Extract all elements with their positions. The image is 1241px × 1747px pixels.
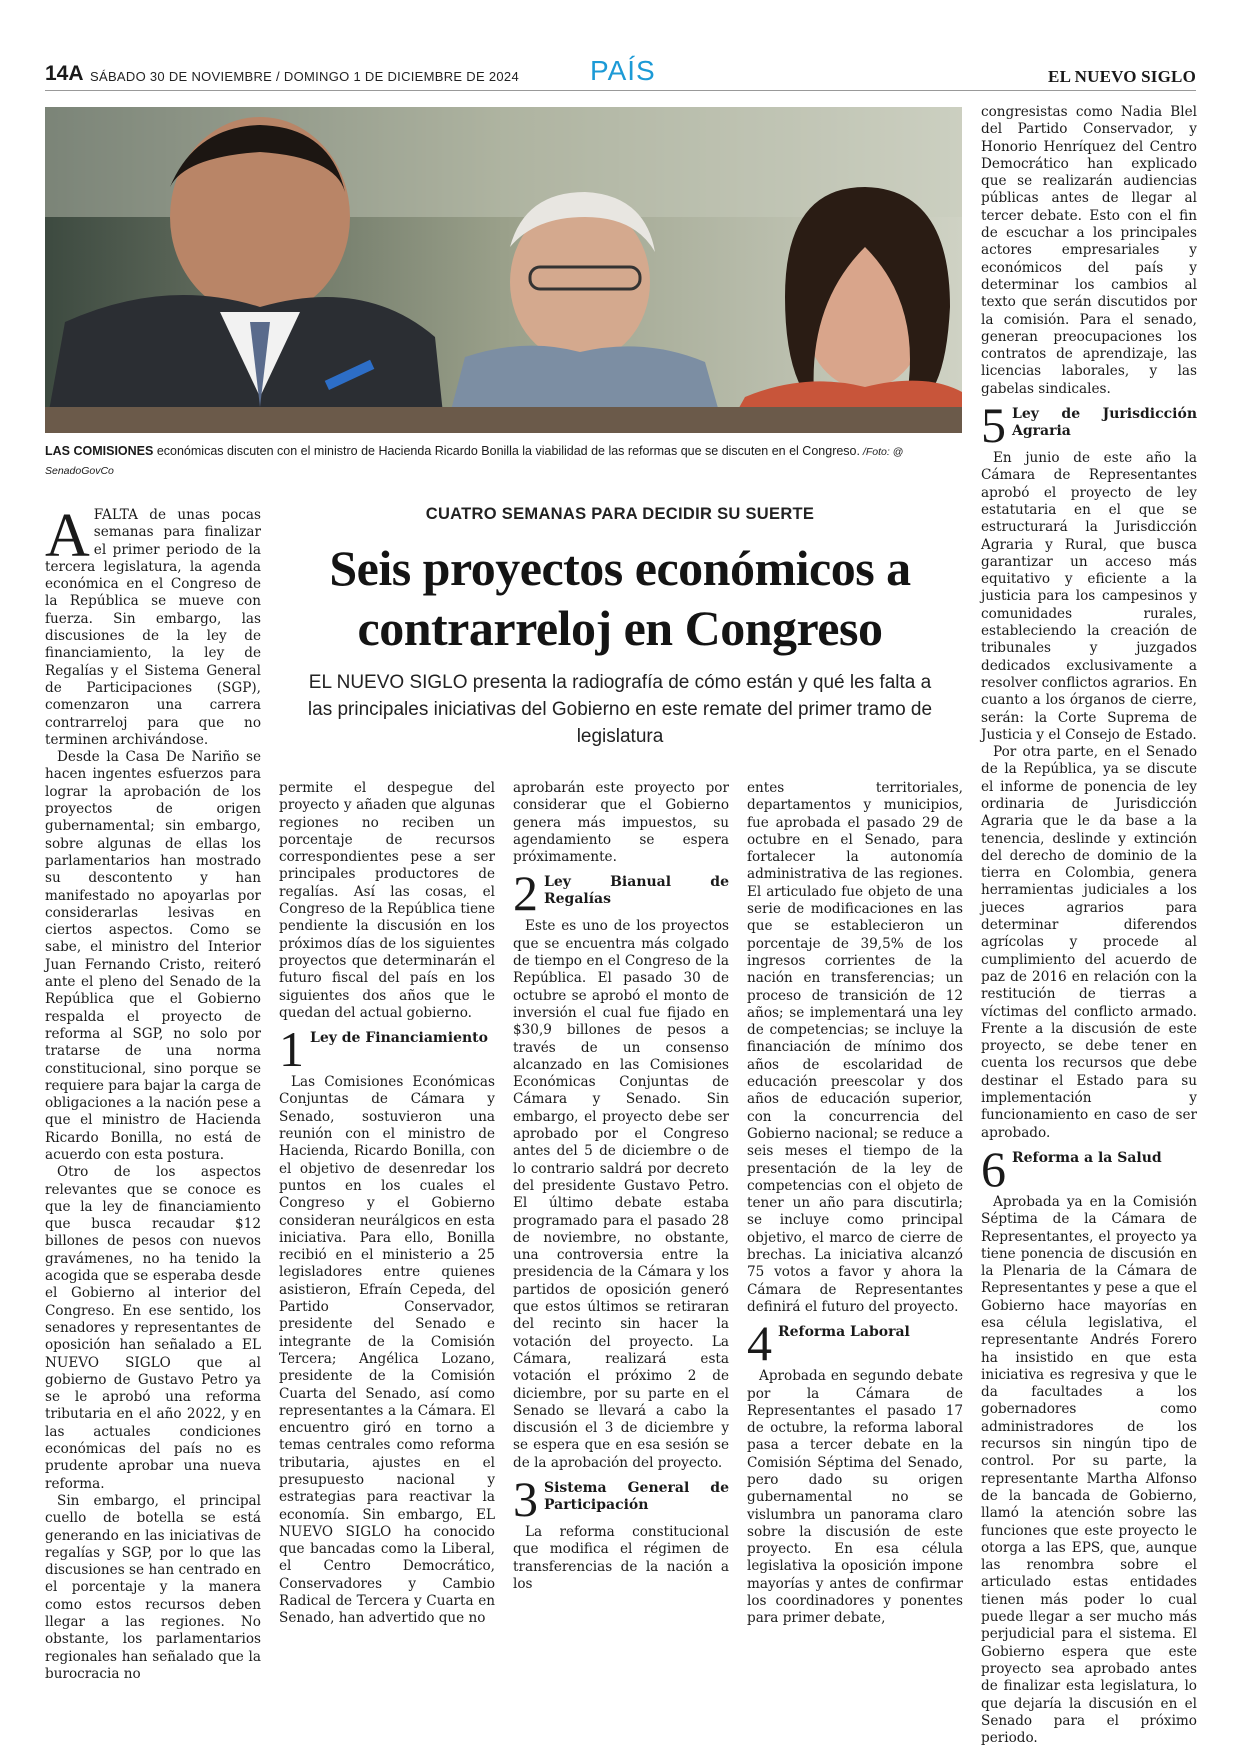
section-continuation: aprobarán este proyecto por considerar que el Gobierno genera más impuestos, su agendamiento se espera próximamente. (513, 780, 729, 866)
article-kicker: CUATRO SEMANAS PARA DECIDIR SU SUERTE (425, 505, 815, 523)
section-title: Ley Bianual de Regalías (544, 874, 729, 908)
column-3 (513, 780, 729, 1593)
section-text: La reforma constitucional que modifica el régimen de transferencias de la nación a los (513, 1523, 729, 1592)
photo-caption (45, 442, 962, 480)
section-number: 1 (279, 1028, 304, 1071)
caption-text: económicas discuten con el ministro de Hacienda Ricardo Bonilla la viabilidad de las reformas que se discuten en el Congreso. (153, 444, 860, 458)
intro-continuation: permite el despegue del proyecto y añaden que algunas regiones no reciben un porcentaje de recursos correspondientes pese a ser principales productores de regalías. Así las cosas, el Congreso de la República tiene pendiente la discusión en los próximos días de los siguientes proyectos que determinarán el futuro fiscal del país en los siguientes dos años que le quedan del actual gobierno. (279, 780, 495, 1021)
caption-credit: /Foto: @ SenadoGovCo (45, 446, 904, 477)
column-2 (279, 780, 495, 1628)
section-continuation: entes territoriales, departamentos y municipios, fue aprobada el pasado 29 de octubre en el Senado, para fortalecer la autonomía administrativa de las regiones. El articulado fue objeto de una serie de modificaciones en las que se establecieron un porcentaje de 39,5% de los ingresos corrientes de la nación en transferencias; un proceso de transición de 12 años; se implementará una ley de competencias; se incluye la financiación de mínimo dos años de escolaridad de educación preescolar y dos años de educación superior, con la concurrencia del Gobierno nacional; se reduce a seis meses el tiempo de la presentación de la ley de competencias con el objeto de tener un año para discutirla; se incluye como principal objetivo, el marco de cierre de brechas. La iniciativa alcanzó 75 votos a favor y ahora la Cámara de Representantes definirá el futuro del proyecto. (747, 780, 963, 1315)
section-text: Aprobada ya en la Comisión Séptima de la Cámara de Representantes, el proyecto ya tiene ponencia de discusión en la Plenaria de la Cámara de Representantes y pese a que el Gobierno hace mayorías en esa célula legislativa, el representante Andrés Forero ha insistido en que esta iniciativa es regresiva y que le da facultades a los gobernadores como administradores de los recursos sin ningún tipo de control. Por su parte, la representante Martha Alfonso de la bancada de Gobierno, llamó la atención sobre las funciones que este proyecto le otorga a las EPS, que, aunque las renombra sobre el articulado estas entidades tienen más poder lo cual puede llegar a ser mucho más perjudicial para el sistema. El Gobierno espera que este proyecto sea aprobado antes de finalizar esta legislatura, lo que dejaría la discusión en el Senado para el próximo periodo. (981, 1193, 1197, 1747)
column-4 (747, 780, 963, 1628)
section-title: Ley de Financiamiento (310, 1030, 488, 1047)
section-text: Este es uno de los proyectos que se encuentra más colgado de tiempo en el Congreso de la República. El pasado 30 de octubre se aprobó el monto de inversión el cual fue fijado en $30,9 billones de pesos a través de un consenso alcanzado en las Comisiones Económicas Conjuntas de Cámara y Senado. Sin embargo, el proyecto debe ser aprobado por el Congreso antes del 5 de diciembre o de lo contrario saldrá por decreto del presidente Gustavo Petro. El último debate estaba programado para el pasado 28 de noviembre, no obstante, una controversia entre la presidencia de la Cámara y los partidos de oposición generó que estos últimos se retiraran del recinto sin hacer la votación del proyecto. La Cámara, realizará esta votación el próximo 2 de diciembre, por su parte en el Senado se llevará a cabo la discusión el 3 de diciembre y se espera que en esa sesión se de la aprobación del proyecto. (513, 918, 729, 1471)
section-heading (747, 1322, 963, 1364)
article-headline: Seis proyectos económicos a contrarreloj en Congreso (329, 540, 911, 656)
section-heading (513, 872, 729, 914)
section-text: Por otra parte, en el Senado de la República, ya se discute el informe de ponencia de ley ordinaria de Jurisdicción Agraria que le da base a la tenencia, deslinde y extinción del derecho de dominio de la tierra en Colombia, genera herramientas judiciales a los jueces agrarios para determinar diferendos agrícolas y procede al cumplimiento del acuerdo de paz de 2016 en relación con la restitución de tierras a víctimas del conflicto armado. Frente a la discusión de este proyecto, se debe tener en cuenta los recursos que debe destinar el Estado para su implementación y funcionamiento en caso de ser aprobado. (981, 744, 1197, 1141)
section-text: En junio de este año la Cámara de Representantes aprobó el proyecto de ley estatutaria en el que se estructurará la Jurisdicción Agraria y Rural, que busca garantizar un acceso más equitativo y eficiente a la justicia para los campesinos y comunidades rurales, estableciendo la creación de tribunales y juzgados dedicados exclusivamente a resolver conflictos agrarios. En cuanto a los órganos de cierre, serán: la Corte Suprema de Justicia y el Consejo de Estado. (981, 450, 1197, 743)
section-heading (981, 1148, 1197, 1190)
caption-lead: LAS COMISIONES (45, 444, 154, 458)
section-heading (513, 1478, 729, 1520)
page-number: 14A (45, 62, 84, 85)
drop-cap: A (45, 502, 90, 570)
section-title: Ley de Jurisdicción Agraria (1012, 406, 1197, 440)
section-heading (981, 404, 1197, 446)
section-text: Aprobada en segundo debate por la Cámara de Representantes el pasado 17 de octubre, la reforma laboral pasa a tercer debate en la Comisión Séptima del Senado, pero dado su origen gubernamental no se vislumbra un panorama claro sobre la discusión de este proyecto. En esa célula legislativa la oposición impone mayorías y antes de confirmar los coordinadores y ponentes para primer debate, (747, 1368, 963, 1627)
header-divider (45, 90, 1196, 91)
issue-date: SÁBADO 30 DE NOVIEMBRE / DOMINGO 1 DE DICIEMBRE DE 2024 (90, 69, 519, 84)
intro-paragraph: AFALTA de unas pocas semanas para finalizar el primer periodo de la tercera legislatura, la agenda económica en el Congreso de la República se mueve con fuerza. Sin embargo, las discusiones de la ley de financiamiento, la ley de Regalías y el Sistema General de Participaciones (SGP), comenzaron una carrera contrarreloj para que no terminen archivándose. (45, 502, 261, 748)
section-number: 3 (513, 1477, 538, 1520)
section-number: 4 (747, 1322, 772, 1365)
column-5 (981, 104, 1197, 1747)
intro-paragraph: Sin embargo, el principal cuello de botella se está generando en las iniciativas de regalías y SGP, por lo que las discusiones se han centrado en el porcentaje y la manera como estos recursos deben llegar a las regiones. No obstante, los parlamentarios regionales han señalado que la burocracia no (45, 1492, 261, 1682)
section-label: PAÍS (590, 55, 656, 86)
article-photo (45, 107, 962, 433)
section-continuation: congresistas como Nadia Blel del Partido Conservador, y Honorio Henríquez del Centro Democrático han explicado que se realizarán audiencias públicas antes de llegar al tercer debate. Esto con el fin de escuchar a los principales actores empresariales y económicos del país y determinar los cambios al texto que serán discutidos por la comisión. Para el senado, generan preocupaciones los contratos de aprendizaje, las licencias laborales, y las gabelas sindicales. (981, 104, 1197, 397)
column-1 (45, 502, 261, 1683)
section-number: 2 (513, 872, 538, 915)
intro-paragraph: Otro de los aspectos relevantes que se conoce es que la ley de financiamiento que busca recaudar $12 billones de pesos con nuevos gravámenes, no ha tenido la acogida que se esperaba desde el Gobierno al interior del Congreso. En ese sentido, los senadores y representantes de oposición han señalado a EL NUEVO SIGLO que al gobierno de Gustavo Petro ya se le aprobó una reforma tributaria en el año 2022, y en las actuales condiciones económicas del país no es prudente aprobar una nueva reforma. (45, 1164, 261, 1492)
section-number: 6 (981, 1147, 1006, 1190)
article-subhead: EL NUEVO SIGLO presenta la radiografía de cómo están y qué les falta a las principales iniciativas del Gobierno en este remate del primer tramo de legislatura (307, 672, 933, 747)
section-text: Las Comisiones Económicas Conjuntas de Cámara y Senado, sostuvieron una reunión con el ministro de Hacienda, Ricardo Bonilla, con el objetivo de desenredar los puntos en los cuales el Congreso y el Gobierno consideran neurálgicos en esta iniciativa. Para ello, Bonilla recibió en el ministerio a 25 legisladores entre quienes asistieron, Efraín Cepeda, del Partido Conservador, presidente del Senado e integrante de la Comisión Tercera; Angélica Lozano, presidente de la Comisión Cuarta del Senado, así como representantes a la Cámara. El encuentro giró en torno a temas centrales como reforma tributaria, ajustes en el presupuesto nacional y estrategias para reactivar la economía. Sin embargo, EL NUEVO SIGLO ha conocido que bancadas como la Liberal, el Centro Democrático, Conservadores y Cambio Radical de Tercera y Cuarta en Senado, han advertido que no (279, 1074, 495, 1627)
intro-paragraph: Desde la Casa De Nariño se hacen ingentes esfuerzos para lograr la aprobación de los proyectos de origen gubernamental; sin embargo, sobre algunas de ellas los parlamentarios han mostrado su descontento y han manifestado no apoyarlas por considerarlas lesivas en ciertos aspectos. Como se sabe, el ministro del Interior Juan Fernando Cristo, reiteró ante el pleno del Senado de la República que el Gobierno respalda el proyecto de reforma al SGP, no solo por tratarse de una norma constitucional, sino porque se requiere para bajar la carga de obligaciones a la nación pese a que el ministro de Hacienda Ricardo Bonilla, no está de acuerdo con esta postura. (45, 749, 261, 1163)
section-title: Reforma a la Salud (1012, 1149, 1162, 1166)
section-number: 5 (981, 404, 1006, 447)
section-title: Sistema General de Participación (544, 1479, 729, 1513)
section-heading (279, 1028, 495, 1070)
newspaper-brand: EL NUEVO SIGLO (1048, 67, 1196, 86)
section-title: Reforma Laboral (778, 1324, 910, 1341)
